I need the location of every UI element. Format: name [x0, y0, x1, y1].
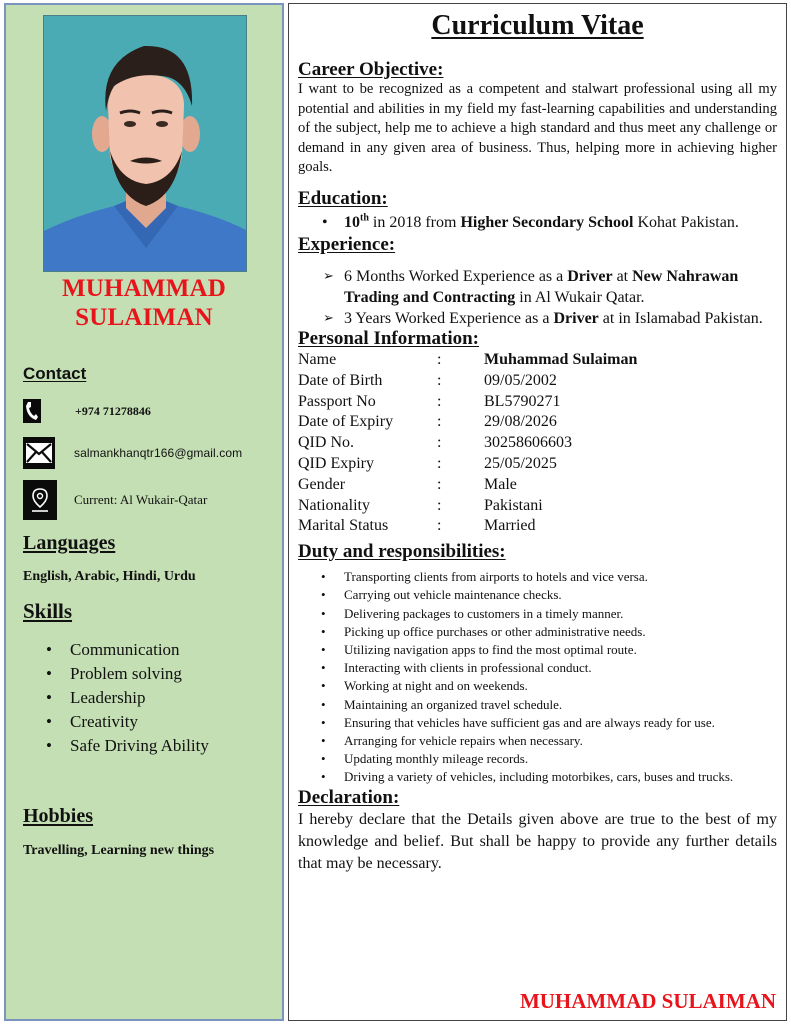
- skill-item: • Creativity: [46, 710, 209, 734]
- experience-text: 3 Years Worked Experience as a: [344, 309, 554, 327]
- duties-list: [298, 568, 777, 786]
- duty-item: • Interacting with clients in professional conduct.: [298, 659, 777, 677]
- info-row-marital: [298, 516, 637, 537]
- info-row-qid-expiry: [298, 454, 637, 475]
- hobbies-heading: Hobbies: [23, 805, 94, 827]
- info-label: QID Expiry: [298, 454, 374, 472]
- info-value: BL5790271: [484, 392, 561, 410]
- duty-item: • Updating monthly mileage records.: [298, 750, 777, 768]
- profile-photo: [43, 15, 247, 272]
- experience-text: at in Islamabad Pakistan.: [598, 309, 763, 327]
- portrait-illustration: [44, 16, 247, 272]
- duty-item: • Arranging for vehicle repairs when necessary.: [298, 732, 777, 750]
- languages-text: English, Arabic, Hindi, Urdu: [23, 569, 196, 584]
- duty-item: • Transporting clients from airports to hotels and vice versa.: [298, 568, 777, 586]
- info-sep: :: [437, 413, 442, 431]
- duty-item: • Working at night and on weekends.: [298, 677, 777, 695]
- signature-name: MUHAMMAD SULAIMAN: [519, 989, 776, 1013]
- education-heading: Education:: [298, 187, 388, 209]
- career-objective-text: I want to be recognized as a competent and stalwart professional using all my potential and abilities in my field my fast-learning capabilities and understanding of the subject, help me to achieve a high standard and thus meet any challenge or demand in any given area of business. Thus, helping more in achieving higher goals.: [298, 81, 777, 176]
- contact-email: [23, 437, 242, 469]
- info-row-passport: [298, 392, 637, 413]
- personal-info-table: [298, 350, 637, 537]
- experience-item: [298, 266, 777, 308]
- info-label: Date of Expiry: [298, 413, 394, 431]
- info-row-dob: [298, 371, 637, 392]
- info-label: Name: [298, 350, 337, 368]
- skill-item: • Problem solving: [46, 662, 209, 686]
- main-panel: [288, 3, 787, 1021]
- experience-role: Driver: [553, 309, 599, 327]
- hobbies-text: Travelling, Learning new things: [23, 843, 215, 858]
- info-row-gender: [298, 475, 637, 496]
- info-value: 25/05/2025: [484, 454, 557, 472]
- sidebar: [4, 3, 284, 1021]
- location-text: Current: Al Wukair-Qatar: [74, 492, 208, 507]
- info-sep: :: [437, 350, 442, 368]
- info-value: Muhammad Sulaiman: [484, 350, 638, 368]
- info-sep: :: [437, 434, 442, 452]
- skill-item: • Leadership: [46, 686, 209, 710]
- experience-text: in Al Wukair Qatar.: [515, 288, 645, 306]
- phone-icon: [23, 399, 41, 423]
- experience-heading: Experience:: [298, 233, 396, 255]
- phone-number[interactable]: +974 71278846: [75, 403, 151, 418]
- page-title: Curriculum Vitae: [431, 10, 644, 41]
- career-objective-heading: Career Objective:: [298, 59, 444, 80]
- skills-heading: Skills: [23, 599, 73, 623]
- education-location: Kohat Pakistan.: [633, 213, 739, 231]
- contact-heading: Contact: [23, 364, 87, 383]
- email-address[interactable]: salmankhanqtr166@gmail.com: [74, 446, 243, 460]
- skill-item: • Safe Driving Ability: [46, 734, 209, 758]
- info-row-name: [298, 350, 637, 371]
- duties-heading: Duty and responsibilities:: [298, 541, 506, 563]
- info-sep: :: [437, 371, 442, 389]
- education-text: in 2018 from: [368, 213, 461, 231]
- education-list: [298, 212, 777, 233]
- grade-suffix: th: [360, 212, 369, 224]
- info-sep: :: [437, 517, 442, 535]
- info-sep: :: [437, 496, 442, 514]
- experience-role: Driver: [567, 267, 613, 285]
- info-label: QID No.: [298, 434, 354, 452]
- info-row-nationality: [298, 496, 637, 517]
- info-label: Date of Birth: [298, 371, 383, 389]
- info-label: Marital Status: [298, 517, 389, 535]
- duty-item: • Maintaining an organized travel schedule.: [298, 696, 777, 714]
- school-name: Higher Secondary School: [460, 213, 634, 231]
- experience-item: [298, 308, 777, 329]
- info-value: 30258606603: [484, 434, 572, 452]
- contact-phone: [23, 399, 151, 423]
- duty-item: • Ensuring that vehicles have sufficient gas and are always ready for use.: [298, 714, 777, 732]
- experience-text: at: [612, 267, 633, 285]
- envelope-icon: [23, 437, 55, 469]
- name-line-1: MUHAMMAD: [61, 275, 227, 302]
- contact-location: [23, 480, 207, 520]
- info-value: Pakistani: [484, 496, 543, 514]
- info-label: Passport No: [298, 392, 376, 410]
- experience-list: [298, 266, 777, 329]
- experience-text: 6 Months Worked Experience as a: [344, 267, 568, 285]
- declaration-text: I hereby declare that the Details given above are true to the best of my knowledge and belief. But shall be happy to provide any further details that may be necessary.: [298, 810, 777, 872]
- education-item: [298, 212, 777, 233]
- info-value: 09/05/2002: [484, 371, 557, 389]
- info-row-qid: [298, 433, 637, 454]
- name-line-2: SULAIMAN: [75, 304, 213, 331]
- duty-item: • Utilizing navigation apps to find the most optimal route.: [298, 641, 777, 659]
- info-sep: :: [437, 392, 442, 410]
- info-value: Male: [484, 475, 517, 493]
- languages-heading: Languages: [23, 532, 116, 554]
- info-label: Gender: [298, 475, 346, 493]
- experience-company: New Nahrawan Trading and Contracting: [344, 267, 739, 306]
- duty-item: • Driving a variety of vehicles, including motorbikes, cars, buses and trucks.: [298, 768, 777, 786]
- duty-item: • Carrying out vehicle maintenance checks.: [298, 586, 777, 604]
- candidate-name: [6, 274, 282, 332]
- info-sep: :: [437, 475, 442, 493]
- duty-item: • Delivering packages to customers in a timely manner.: [298, 605, 777, 623]
- skill-item: • Communication: [46, 638, 209, 662]
- education-grade: 10: [344, 213, 360, 231]
- info-label: Nationality: [298, 496, 370, 514]
- info-value: Married: [484, 517, 536, 535]
- personal-info-heading: Personal Information:: [298, 327, 480, 349]
- duty-item: • Picking up office purchases or other administrative needs.: [298, 623, 777, 641]
- skills-list: [46, 638, 209, 758]
- map-pin-icon: [23, 480, 57, 520]
- declaration-heading: Declaration:: [298, 786, 400, 808]
- info-row-passport-expiry: [298, 412, 637, 433]
- info-sep: :: [437, 454, 442, 472]
- info-value: 29/08/2026: [484, 413, 557, 431]
